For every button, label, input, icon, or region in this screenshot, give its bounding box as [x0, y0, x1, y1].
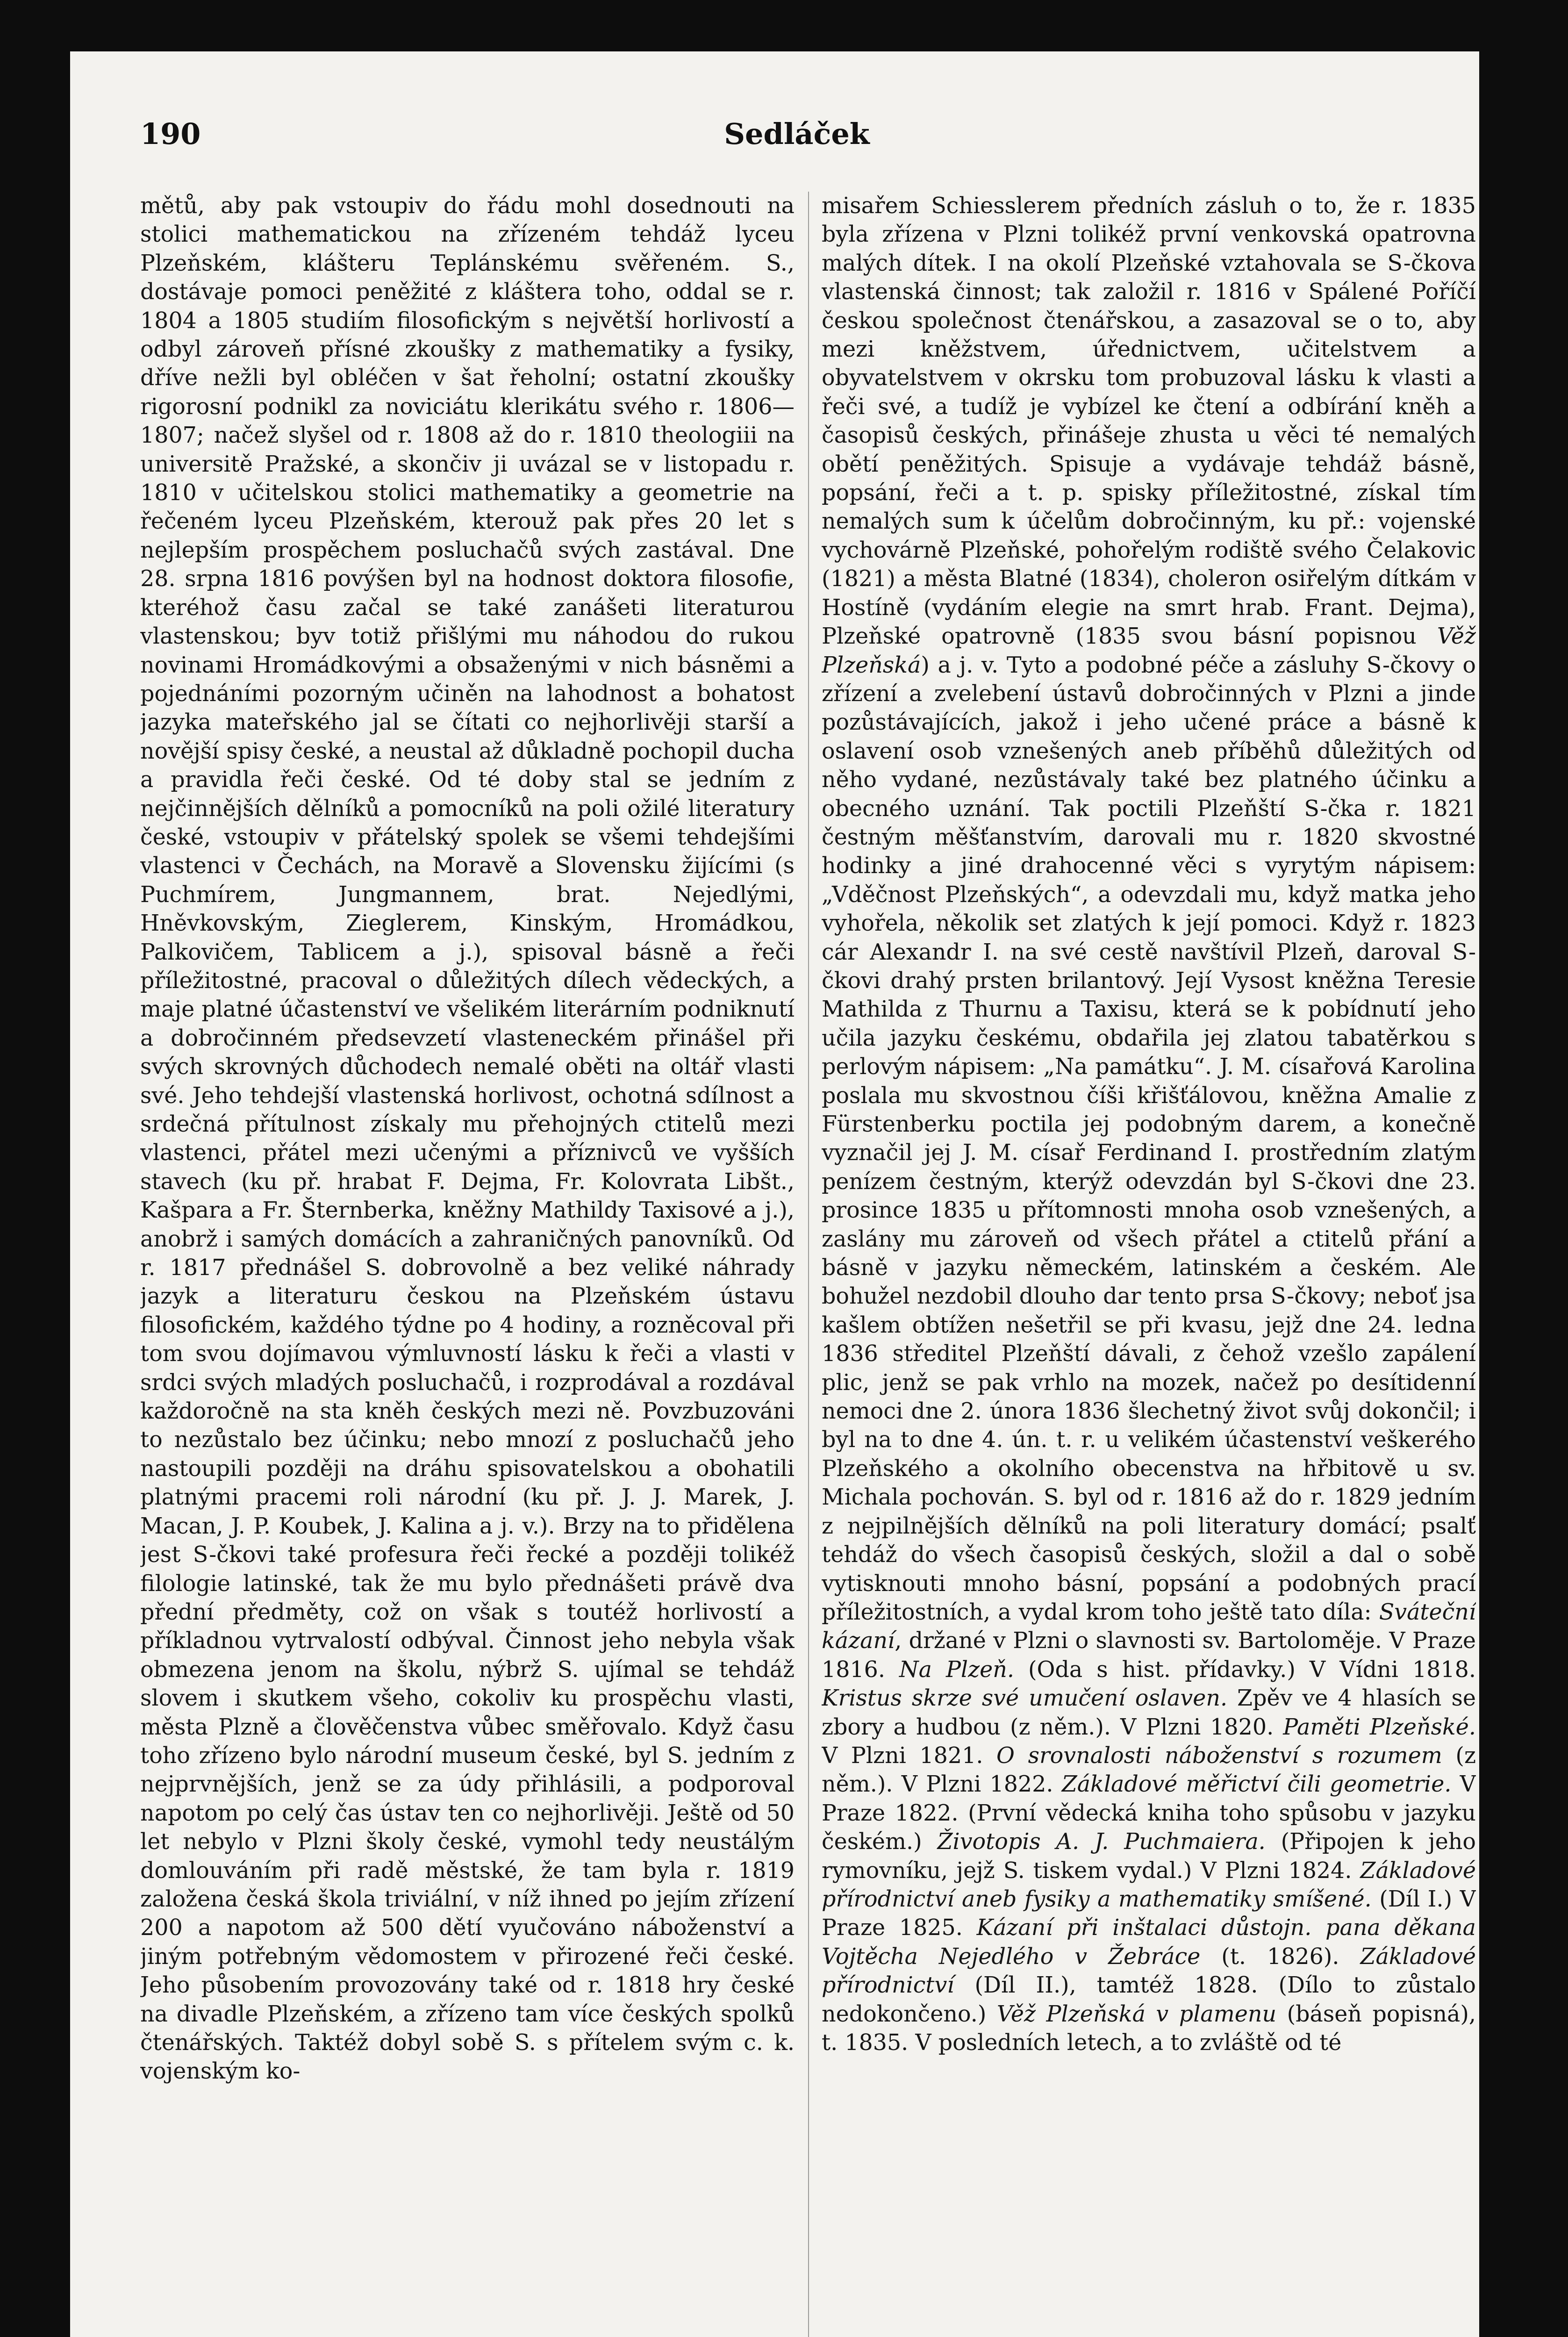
work-title: Kristus skrze své umučení oslaven. — [822, 1685, 1228, 1712]
right-column — [822, 192, 1476, 2337]
text-run: ) a j. v. Tyto a podobné péče a zásluhy S-čkovy o zřízení a zvelebení ústavů dobročinných v Plzni a jinde pozůstávajících, jakož i jeho učené práce a básně k oslavení osob vznešených aneb příběhů důležitých od něho vydané, nezůstávaly také bez platného účinku a obecného uznání. Tak poctili Plzeňští S-čka r. 1821 čestným měšťanstvím, darovali mu r. 1820 skvostné hodinky a jiné drahocenné věci s vyrytým nápisem: „Vděčnost Plzeňských“, a odevzdali mu, když matka jeho vyhořela, několik set zlatých k její pomoci. Když r. 1823 cár Alexandr I. na své cestě navštívil Plzeň, daroval S-čkovi drahý prsten brilantový. Její Vysost kněžna Teresie Mathilda z Thurnu a Taxisu, která se k pobídnutí jeho učila jazyku českému, obdařila jej zlatou tabatěrkou s perlovým nápisem: „Na památku“. J. M. císařová Karolina poslala mu skvostnou číši křišťálovou, kněžna Amalie z Fürstenberku poctila jej podobným darem, a konečně vyznačil jej J. M. císař Ferdinand I. prostředním zlatým penízem čestným, kterýž odevzdán byl S-čkovi dne 23. prosince 1835 u přítomnosti mnoha osob vznešených, a zaslány mu zároveň od všech přátel a ctitelů přání a básně v jazyku německém, latinském a českém. Ale bohužel nezdobil dlouho dar tento prsa S-čkovy; neboť jsa kašlem obtížen nešetřil se při kvasu, jejž dne 24. ledna 1836 středitel Plzeňští dávali, z čehož vzešlo zapálení plic, jenž se pak vrhlo na mozek, načež po desítidenní nemoci dne 2. února 1836 šlechetný život svůj dokončil; i byl na to dne 4. ún. t. r. u velikém účastenství veškerého Plzeňského a okolního obecenstva na hřbitově u sv. Michala pochován. S. byl od r. 1816 až do r. 1829 jedním z nejpilnějších dělníků na poli literatury domácí; psalť tehdáž do všech časopisů českých, složil a dal o sobě vytisknouti mnoho básní, popsání a podobných prací příležitostních, a vydal krom toho ještě tato díla: — [822, 652, 1476, 1625]
work-title: Věž Plzeňská — [822, 624, 1476, 678]
text-run: (Díl I.) V Praze 1825. — [822, 1886, 1476, 1941]
running-head: Sedláček — [724, 117, 870, 151]
work-title: Základové měřictví čili geometrie. — [1061, 1771, 1452, 1798]
text-run: (Oda s hist. přídavky.) V Vídni 1818. — [1014, 1656, 1476, 1683]
text-run: V Plzni 1821. — [822, 1742, 997, 1769]
work-title: Základové přírodnictví aneb fysiky a mathematiky smíšené. — [822, 1857, 1476, 1912]
work-title: Kázaní při inštalaci důstojn. pana děkana Vojtěcha Nejedlého v Žebráce — [822, 1915, 1476, 1970]
work-title: Sváteční kázaní — [822, 1599, 1476, 1654]
text-run: (báseň popisná), t. 1835. V posledních letech, a to zvláště od té — [822, 2001, 1476, 2056]
work-title: Životopis A. J. Puchmaiera. — [937, 1829, 1266, 1855]
left-column — [140, 192, 795, 2337]
text-run: (z něm.). V Plzni 1822. — [822, 1742, 1476, 1798]
page-header — [140, 117, 1453, 173]
right-column-text — [822, 192, 1476, 2057]
scan-border-top — [0, 0, 1568, 51]
page-number: 190 — [140, 117, 201, 151]
work-title: Věž Plzeňská v plamenu — [996, 2001, 1277, 2027]
text-run: (t. 1826). — [1200, 1943, 1360, 1970]
text-run: (Díl II.), tamtéž 1828. (Dílo to zůstalo nedokončeno.) — [822, 1972, 1476, 2027]
left-column-text: mětů, aby pak vstoupiv do řádu mohl dosednouti na stolici mathematickou na zřízeném tehdáž lyceu Plzeňském, klášteru Teplánskému svěřeném. S., dostávaje pomoci peněžité z kláštera toho, oddal se r. 1804 a 1805 studiím filosofickým s největší horlivostí a odbyl zároveň přísné zkoušky z mathematiky a fysiky, dříve nežli byl obléčen v šat řeholní; ostatní zkoušky rigorosní podnikl za noviciátu klerikátu svého r. 1806—1807; načež slyšel od r. 1808 až do r. 1810 theologiii na universitě Pražské, a skončiv ji uvázal se v listopadu r. 1810 v učitelskou stolici mathematiky a geometrie na řečeném lyceu Plzeňském, kterouž pak přes 20 let s nejlepším prospěchem posluchačů svých zastával. Dne 28. srpna 1816 povýšen byl na hodnost doktora filosofie, kteréhož času začal se také zanášeti literaturou vlastenskou; byv totiž přišlými mu náhodou do rukou novinami Hromádkovými a obsaženými v nich básněmi a pojednáními pozorným učiněn na lahodnost a bohatost jazyka mateřského jal se čítati co nejhorlivěji starší a novější spisy české, a neustal až důkladně pochopil ducha a pravidla řeči české. Od té doby stal se jedním z nejčinnějších dělníků a pomocníků na poli ožilé literatury české, vstoupiv v přátelský spolek se všemi tehdejšími vlastenci v Čechách, na Moravě a Slovensku žijícími (s Puchmírem, Jungmannem, brat. Nejedlými, Hněvkovským, Zieglerem, Kinským, Hromádkou, Palkovičem, Tablicem a j.), spisoval básně a řeči příležitostné, pracoval o důležitých dílech vědeckých, a maje platné účastenství ve všelikém literárním podniknutí a dobročinném předsevzetí vlasteneckém přinášel při svých skrovných důchodech nemalé oběti na oltář vlasti své. Jeho tehdejší vlastenská horlivost, ochotná sdílnost a srdečná přítulnost získaly mu přehojných ctitelů mezi vlastenci, přátel mezi učenými a příznivců ve vyšších stavech (ku př. hrabat F. Dejma, Fr. Kolovrata Libšt., Kašpara a Fr. Šternberka, kněžny Mathildy Taxisové a j.), anobrž i samých domácích a zahraničných panovníků. Od r. 1817 přednášel S. dobrovolně a bez veliké náhrady jazyk a literaturu českou na Plzeňském ústavu filosofickém, každého týdne po 4 hodiny, a rozněcoval při tom svou dojímavou výmluvností lásku k řeči a vlasti v srdci svých mladých posluchačů, i rozprodával a rozdával každoročně na sta kněh českých mezi ně. Povzbuzováni to nezůstalo bez účinku; nebo mnozí z posluchačů jeho nastoupili později na dráhu spisovatelskou a obohatili platnými pracemi roli národní (ku př. J. J. Marek, J. Macan, J. P. Koubek, J. Kalina a j. v.). Brzy na to přidělena jest S-čkovi také profesura řeči řecké a později tolikéž filologie latinské, tak že mu bylo přednášeti právě dva přední předměty, což on však s toutéž horlivostí a příkladnou vytrvalostí odbýval. Činnost jeho nebyla však obmezena jenom na školu, nýbrž S. ujímal se tehdáž slovem i skutkem všeho, cokoliv ku prospěchu vlasti, města Plzně a člověčenstva vůbec směřovalo. Když času toho zřízeno bylo národní museum české, byl S. jedním z nejprvnějších, jenž se za údy přihlásili, a podporoval napotom po celý čas ústav ten co nejhorlivěji. Ještě od 50 let nebylo v Plzni školy české, vymohl tedy neustálým domlouváním při radě městské, že tam byla r. 1819 založena česká škola triviální, v níž ihned po jejím zřízení 200 a napotom až 500 dětí vyučováno náboženství a jiným potřebným vědomostem v přirozené řeči české. Jeho působením provozovány také od r. 1818 hry české na divadle Plzeňském, a zřízeno tam více českých spolků čtenářských. Taktéž dobyl sobě S. s přítelem svým c. k. vojenským ko- — [140, 193, 795, 2085]
scan-border-right — [1479, 0, 1568, 2337]
work-title: Paměti Plzeňské. — [1283, 1714, 1476, 1740]
work-title: O srovnalosti náboženství s rozumem — [996, 1742, 1442, 1769]
column-divider — [808, 192, 809, 2337]
work-title: Na Plzeň. — [899, 1656, 1014, 1683]
text-run: V Praze 1822. (První vědecká kniha toho spůsobu v jazyku českém.) — [822, 1771, 1476, 1855]
work-title: Základové přírodnictví — [822, 1943, 1476, 1999]
scan-border-left — [0, 0, 70, 2337]
text-run: misařem Schiesslerem předních zásluh o to, že r. 1835 byla zřízena v Plzni tolikéž první venkovská opatrovna malých dítek. I na okolí Plzeňské vztahovala se S-čkova vlastenská činnost; tak založil r. 1816 v Spálené Poříčí českou společnost čtenářskou, a zasazoval se o to, aby mezi kněžstvem, úřednictvem, učitelstvem a obyvatelstvem v okrsku tom probuzoval lásku k vlasti a řeči své, a tudíž je vybízel ke čtení a odbírání kněh a časopisů českých, přinášeje zhusta u věci té nemalých obětí peněžitých. Spisuje a vydávaje tehdáž básně, popsání, řeči a t. p. spisky příležitostné, získal tím nemalých sum k účelům dobročinným, ku př.: vojenské vychovárně Plzeňské, pohořelým rodiště svého Čelakovic (1821) a města Blatné (1834), choleron osiřelým dítkám v Hostíně (vydáním elegie na smrt hrab. Frant. Dejma), Plzeňské opatrovně (1835 svou básní popisnou — [822, 193, 1476, 650]
text-run: Zpěv ve 4 hlasích se zbory a hudbou (z něm.). V Plzni 1820. — [822, 1685, 1476, 1740]
text-run: (Připojen k jeho rymovníku, jejž S. tiskem vydal.) V Plzni 1824. — [822, 1829, 1476, 1884]
text-run: , držané v Plzni o slavnosti sv. Bartoloměje. V Praze 1816. — [822, 1628, 1476, 1683]
